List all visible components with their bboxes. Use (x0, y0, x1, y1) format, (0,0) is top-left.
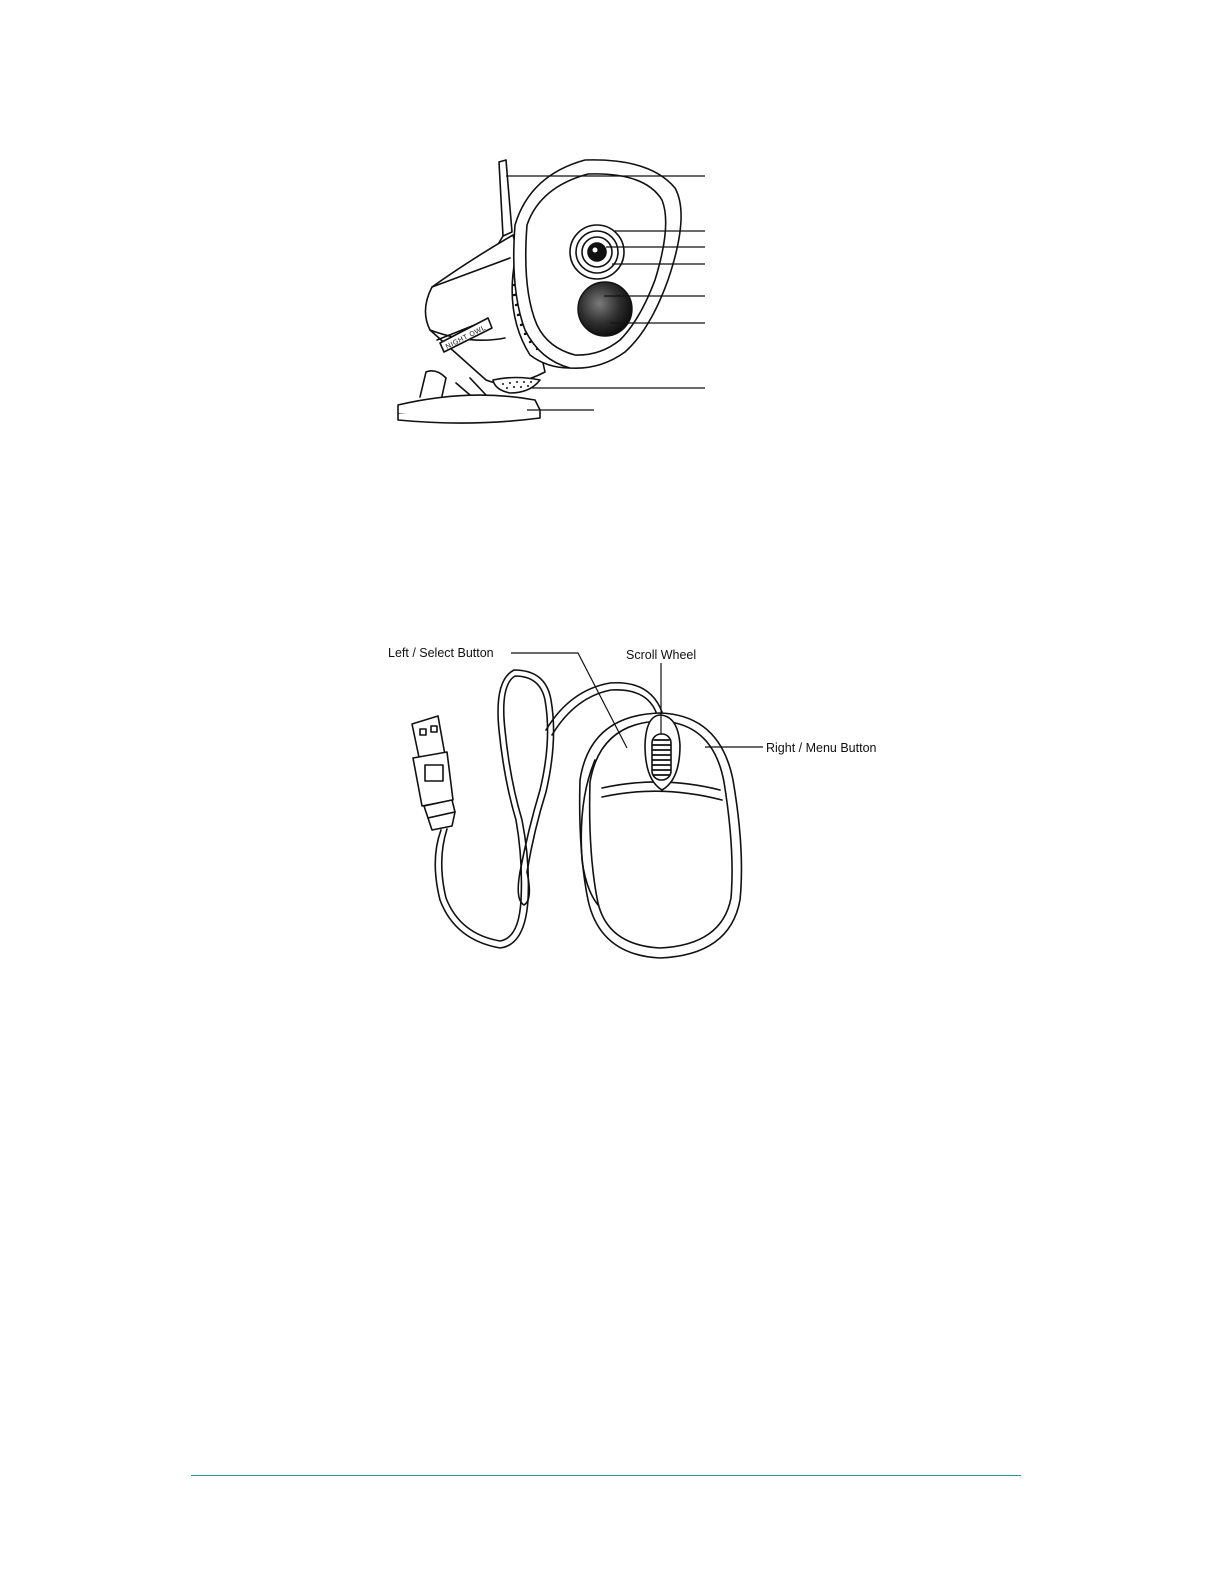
scroll-wheel-label: Scroll Wheel (626, 648, 697, 662)
usb-plug (412, 716, 455, 830)
left-select-button-label: Left / Select Button (388, 646, 494, 660)
right-menu-button-label: Right / Menu Button (766, 741, 877, 755)
brand-text: NIGHT OWL (444, 324, 488, 351)
footer-rule (191, 1475, 1021, 1476)
